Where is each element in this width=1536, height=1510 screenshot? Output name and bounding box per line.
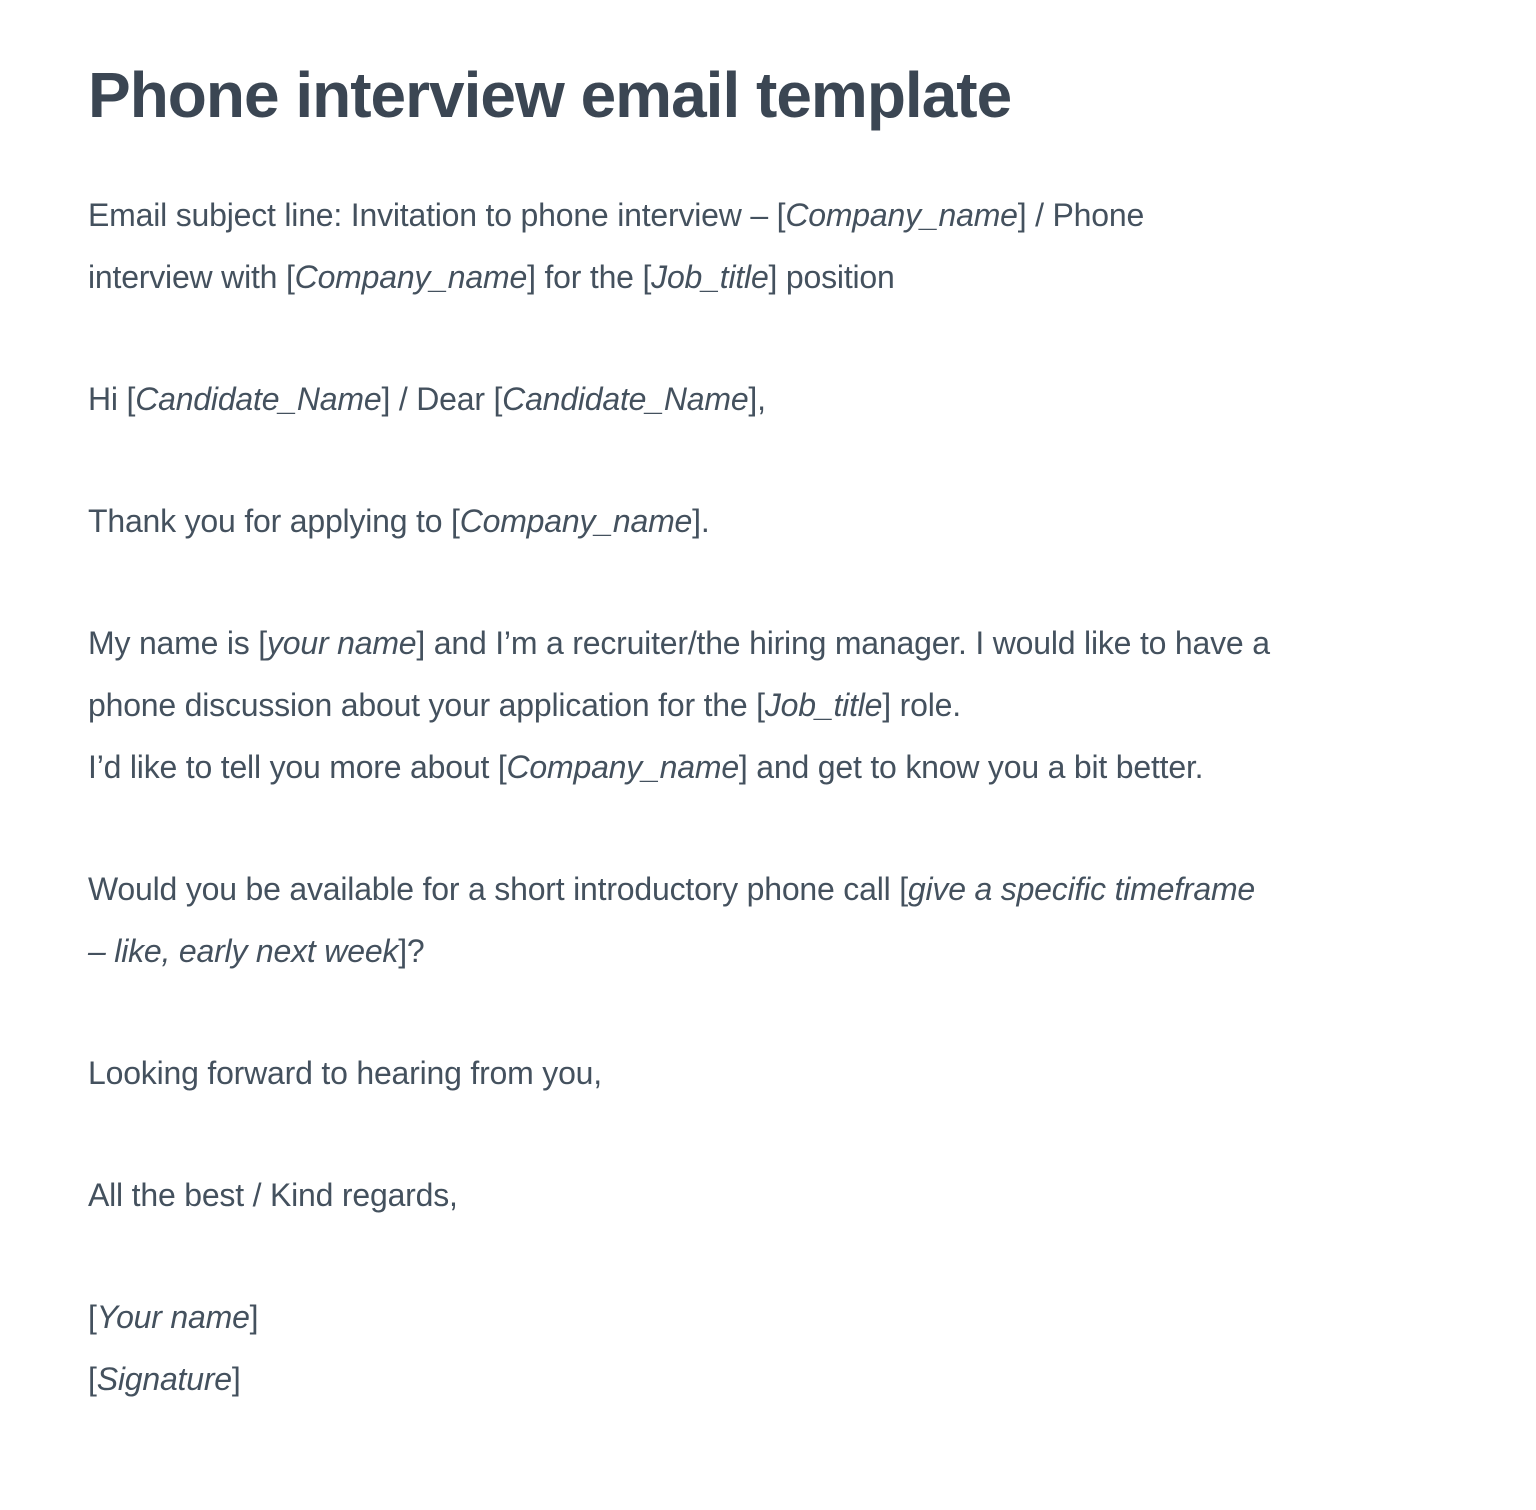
placeholder-text: Your name bbox=[96, 1299, 250, 1335]
placeholder-text: your name bbox=[266, 625, 417, 661]
text-run: ]? bbox=[398, 933, 425, 969]
text-run: ] role. bbox=[882, 687, 961, 723]
text-run: ] bbox=[249, 1299, 259, 1335]
placeholder-text: Company_name bbox=[506, 749, 739, 785]
subject-line-paragraph bbox=[88, 184, 1506, 308]
text-run: ] / Dear [ bbox=[381, 381, 503, 417]
text-run: Looking forward to hearing from you, bbox=[88, 1055, 602, 1091]
placeholder-text: Candidate_Name bbox=[135, 381, 382, 417]
text-run: ], bbox=[748, 381, 766, 417]
placeholder-text: – like, early next week bbox=[88, 933, 399, 969]
text-run: Would you be available for a short introductory phone call [ bbox=[88, 871, 908, 907]
text-run: interview with [ bbox=[88, 259, 295, 295]
placeholder-text: Signature bbox=[96, 1361, 232, 1397]
text-run: Thank you for applying to [ bbox=[88, 503, 460, 539]
placeholder-text: Company_name bbox=[785, 197, 1018, 233]
sign-off-paragraph bbox=[88, 1164, 1506, 1226]
placeholder-text: give a specific timeframe bbox=[907, 871, 1256, 907]
availability-paragraph bbox=[88, 858, 1506, 982]
text-run: ] and I’m a recruiter/the hiring manager. I would like to have a bbox=[416, 625, 1270, 661]
text-run: ]. bbox=[692, 503, 710, 539]
text-run: ] and get to know you a bit better. bbox=[738, 749, 1204, 785]
greeting-paragraph bbox=[88, 368, 1506, 430]
placeholder-text: Job_title bbox=[651, 259, 769, 295]
page-title: Phone interview email template bbox=[88, 59, 1012, 131]
placeholder-text: Company_name bbox=[294, 259, 528, 295]
text-run: ] / Phone bbox=[1017, 197, 1145, 233]
text-run: phone discussion about your application for the [ bbox=[88, 687, 765, 723]
text-run: My name is [ bbox=[88, 625, 267, 661]
text-run: Email subject line: Invitation to phone interview – [ bbox=[88, 197, 786, 233]
closing-paragraph bbox=[88, 1042, 1506, 1104]
text-run: I’d like to tell you more about [ bbox=[88, 749, 507, 785]
text-run: Hi [ bbox=[88, 381, 136, 417]
text-run: ] for the [ bbox=[527, 259, 652, 295]
text-run: [ bbox=[88, 1361, 97, 1397]
text-run: ] bbox=[231, 1361, 241, 1397]
text-run: All the best / Kind regards, bbox=[88, 1177, 458, 1213]
introduction-paragraph bbox=[88, 612, 1506, 798]
placeholder-text: Job_title bbox=[764, 687, 883, 723]
thank-you-paragraph bbox=[88, 490, 1506, 552]
placeholder-text: Candidate_Name bbox=[502, 381, 749, 417]
text-run: ] position bbox=[768, 259, 895, 295]
signature-paragraph bbox=[88, 1286, 1506, 1410]
email-template-body bbox=[88, 184, 1506, 1410]
placeholder-text: Company_name bbox=[459, 503, 693, 539]
text-run: [ bbox=[88, 1299, 97, 1335]
